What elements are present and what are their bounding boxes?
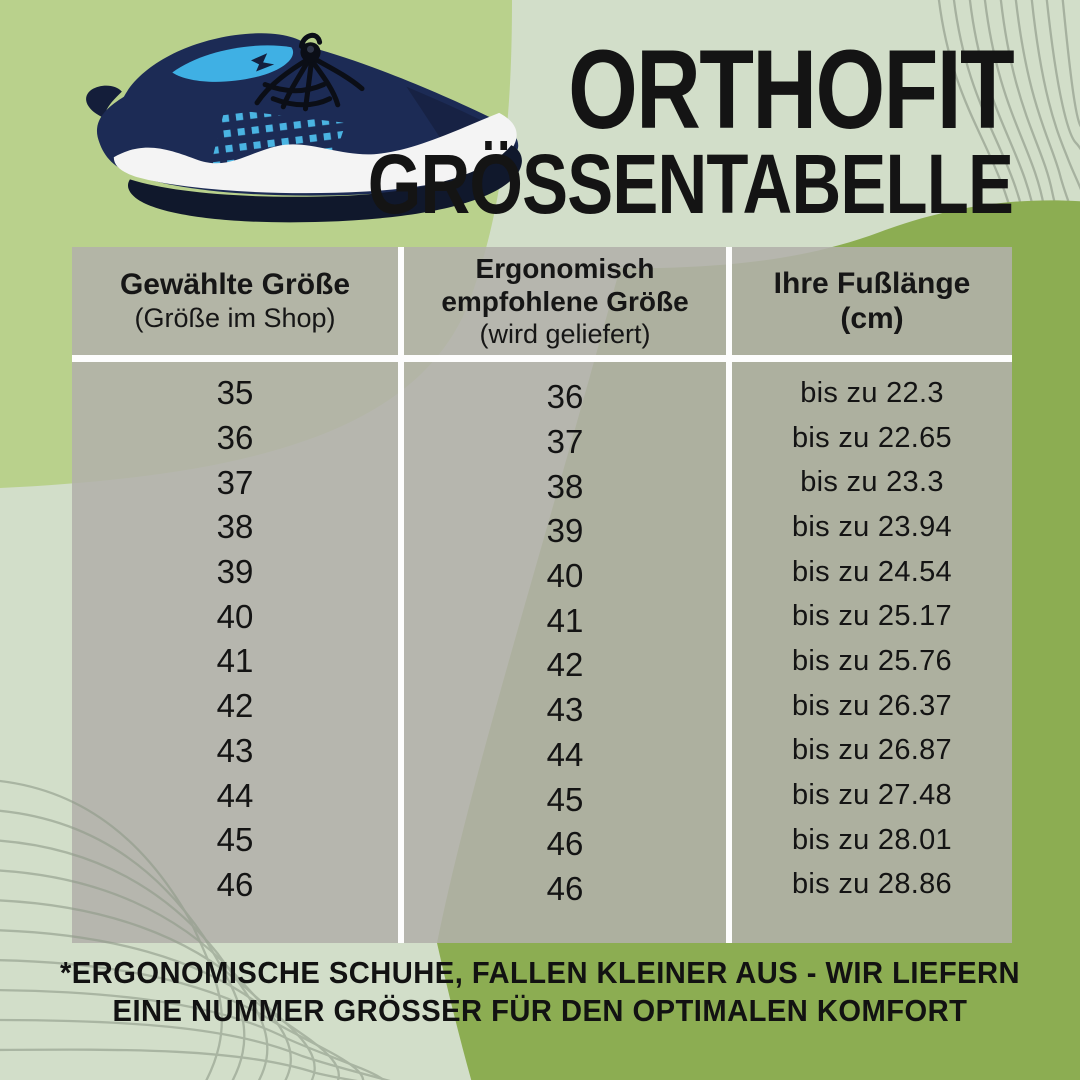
table-cell-delivered: 44 [546, 735, 584, 773]
table-cell-delivered: 39 [546, 512, 584, 550]
table-cell-delivered: 38 [546, 467, 584, 505]
table-cell-delivered: 46 [546, 869, 584, 907]
table-cell-foot: bis zu 25.76 [792, 644, 952, 677]
table-cell-shop: 38 [216, 508, 254, 546]
table-cell-shop: 36 [216, 419, 254, 457]
title-block [226, 27, 1013, 231]
size-table [72, 247, 1012, 943]
table-cell-foot: bis zu 27.48 [792, 779, 952, 812]
table-cell-shop: 39 [216, 553, 254, 591]
table-cell-shop: 42 [216, 687, 254, 725]
table-cell-foot: bis zu 22.3 [800, 376, 944, 409]
table-cell-shop: 43 [216, 731, 254, 769]
table-cell-shop: 46 [216, 865, 254, 903]
table-cell-delivered: 40 [546, 557, 584, 595]
footnote [32, 954, 1047, 1030]
table-cell-shop: 35 [216, 374, 254, 412]
table-cell-foot: bis zu 26.87 [792, 734, 952, 767]
table-cell-foot: bis zu 23.94 [792, 510, 952, 543]
table-cell-delivered: 36 [546, 378, 584, 416]
table-cell-delivered: 45 [546, 780, 584, 818]
table-divider-horizontal [72, 355, 1012, 362]
header-title-line2: (cm) [840, 302, 904, 335]
table-header-delivered-size [404, 247, 726, 355]
table-cell-foot: bis zu 26.37 [792, 689, 952, 722]
table-cell-delivered: 43 [546, 691, 584, 729]
table-body-col-shop [72, 362, 398, 943]
table-cell-shop: 37 [216, 463, 254, 501]
table-cell-shop: 40 [216, 597, 254, 635]
table-cell-shop: 41 [216, 642, 254, 680]
header-subtitle: (Größe im Shop) [134, 303, 336, 333]
table-cell-delivered: 42 [546, 646, 584, 684]
table-cell-foot: bis zu 28.01 [792, 823, 952, 856]
table-body-col-foot [732, 362, 1012, 943]
footnote-line1: *ERGONOMISCHE SCHUHE, FALLEN KLEINER AUS - WIR LIEFERN [59, 955, 1021, 990]
brand-title: ORTHOFIT [567, 27, 1013, 152]
header-title-line2: empfohlene Größe [441, 285, 689, 317]
table-cell-delivered: 41 [546, 601, 584, 639]
header-title-line1: Ihre Fußlänge [773, 267, 971, 300]
table-cell-delivered: 46 [546, 825, 584, 863]
table-header-shop-size [72, 247, 398, 355]
header-title-line1: Ergonomisch [475, 252, 655, 284]
table-cell-foot: bis zu 22.65 [792, 421, 952, 454]
header-title: Gewählte Größe [119, 268, 351, 301]
header-subtitle: (wird geliefert) [479, 318, 651, 349]
table-cell-foot: bis zu 23.3 [800, 466, 944, 499]
table-cell-foot: bis zu 28.86 [792, 868, 952, 901]
table-divider-vertical-1 [398, 247, 404, 943]
footnote-line2: EINE NUMMER GRÖSSER FÜR DEN OPTIMALEN KOMFORT [112, 993, 968, 1028]
table-cell-delivered: 37 [546, 423, 584, 461]
table-header-foot-length [732, 247, 1012, 355]
table-cell-foot: bis zu 24.54 [792, 555, 952, 588]
table-divider-vertical-2 [726, 247, 732, 943]
table-cell-shop: 45 [216, 821, 254, 859]
page-subtitle: GRÖSSENTABELLE [367, 137, 1013, 231]
table-cell-foot: bis zu 25.17 [792, 600, 952, 633]
table-body-col-delivered [404, 362, 726, 943]
table-cell-shop: 44 [216, 776, 254, 814]
